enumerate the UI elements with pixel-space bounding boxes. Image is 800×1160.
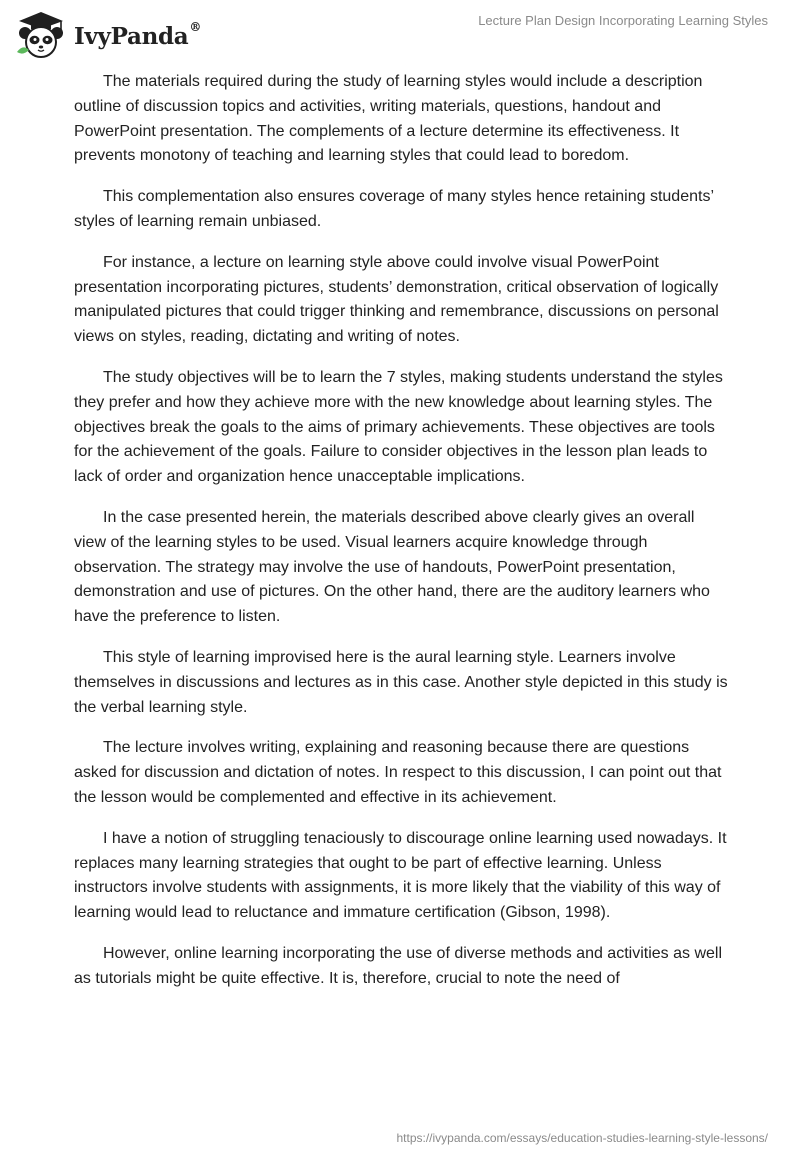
page-header [0,0,800,70]
essay-body [74,70,730,1008]
paragraph: This complementation also ensures coverage of many styles hence retaining students’ styles of learning remain unbiased. [74,188,714,230]
paragraph: In the case presented herein, the materials described above clearly gives an overall view of the learning styles to be used. Visual learners acquire knowledge through observation. The strategy may involve the use of handouts, PowerPoint presentation, demonstration and use of pictures. On the other hand, there are the auditory learners who have the preference to listen. [74,508,710,626]
source-url[interactable]: https://ivypanda.com/essays/education-studies-learning-style-lessons/ [396,1131,768,1145]
document-title: Lecture Plan Design Incorporating Learning Styles [478,13,768,28]
registered-mark: ® [189,19,202,34]
paragraph: The study objectives will be to learn the 7 styles, making students understand the styles they prefer and how they achieve more with the new knowledge about learning styles. The objectives break the goals to the aims of primary achievements. These objectives are tools for the achievement of the goals. Failure to consider objectives in the lesson plan leads to lack of order and organization hence unacceptable implications. [74,368,723,486]
paragraph: For instance, a lecture on learning style above could involve visual PowerPoint presentation incorporating pictures, students’ demonstration, critical observation of logically manipulated pictures that could trigger thinking and remembrance, discussions on personal views on styles, reading, dictating and writing of notes. [74,253,719,346]
ivypanda-logo[interactable] [14,8,201,62]
brand-name: IvyPanda® [74,19,202,50]
paragraph: This style of learning improvised here is the aural learning style. Learners involve themselves in discussions and lectures as in this case. Another style depicted in this study is the verbal learning style. [74,648,728,716]
paragraph: I have a notion of struggling tenaciously to discourage online learning used nowadays. It replaces many learning strategies that ought to be part of effective learning. Unless instructors involve students with assignments, it is more likely that the viability of this way of learning would lead to reluctance and immature certification (Gibson, 1998). [74,829,727,922]
paragraph: However, online learning incorporating the use of diverse methods and activities as well as tutorials might be quite effective. It is, therefore, crucial to note the need of [74,944,723,987]
panda-graduate-icon [14,8,68,62]
paragraph: The lecture involves writing, explaining and reasoning because there are questions asked for discussion and dictation of notes. In respect to this discussion, I can point out that the lesson would be complemented and effective in its achievement. [74,739,722,806]
paragraph: The materials required during the study of learning styles would include a description outline of discussion topics and activities, writing materials, questions, handout and PowerPoint presentation. The complements of a lecture determine its effectiveness. It prevents monotony of teaching and learning styles that could lead to boredom. [74,73,703,165]
